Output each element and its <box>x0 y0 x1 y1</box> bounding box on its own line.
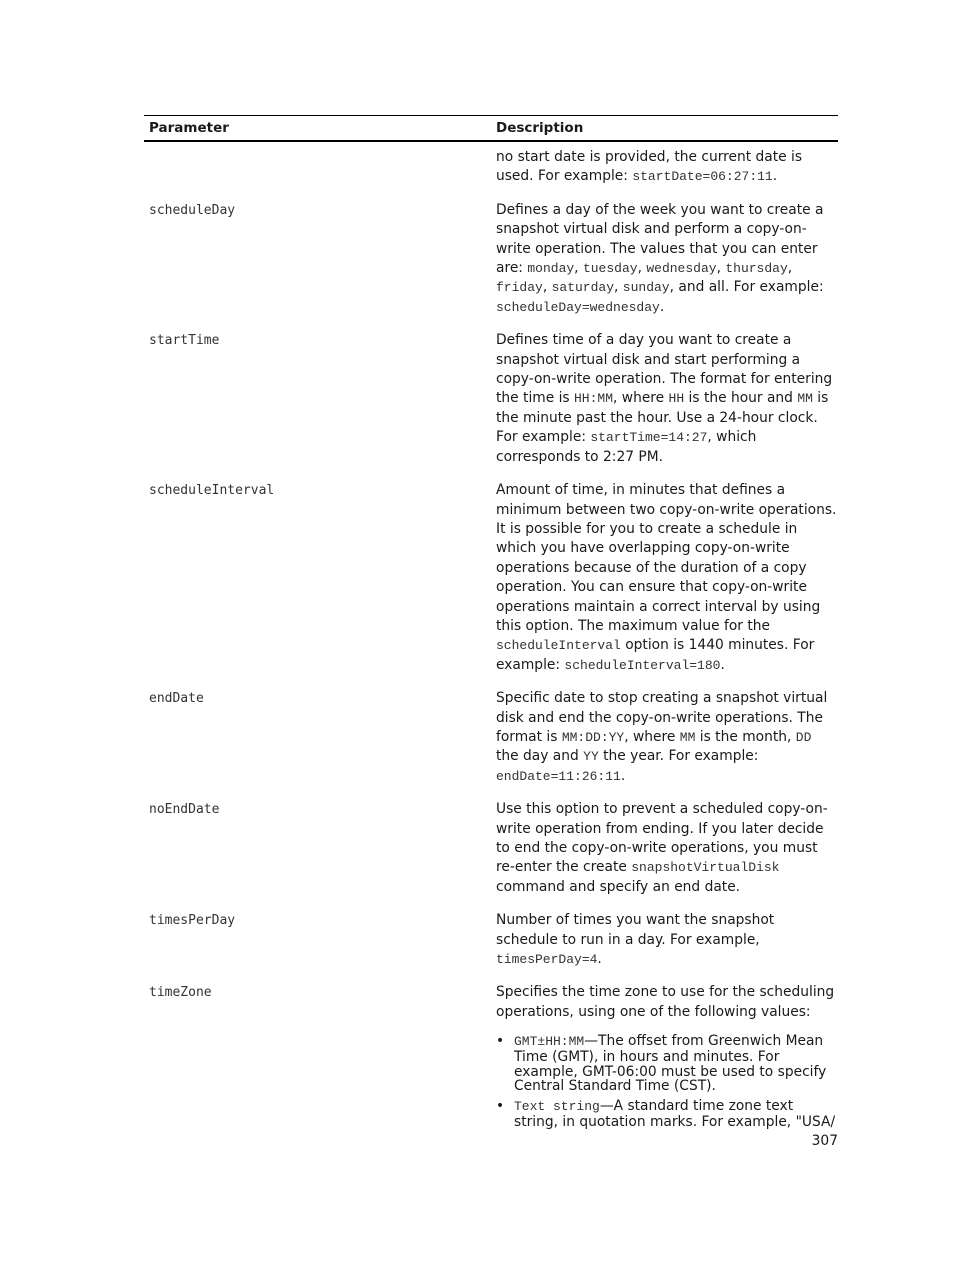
parameter-name: noEndDate <box>149 802 220 818</box>
code-literal: friday <box>496 280 543 296</box>
header-parameter: Parameter <box>149 120 229 136</box>
parameter-description <box>491 197 838 317</box>
code-literal: HH <box>668 391 685 407</box>
text-segment: . <box>720 656 725 673</box>
table-row <box>144 796 838 897</box>
parameter-description <box>491 144 838 187</box>
text-segment: , where <box>624 728 680 745</box>
description-text <box>496 331 838 467</box>
list-item <box>514 1034 838 1094</box>
code-literal: GMT±HH:MM <box>514 1034 585 1050</box>
code-literal: scheduleInterval <box>496 638 621 654</box>
code-literal: startDate=06:27:11 <box>632 169 773 185</box>
table-row <box>144 144 838 187</box>
code-literal: startTime=14:27 <box>590 430 708 446</box>
table-row <box>144 327 838 467</box>
parameter-name: endDate <box>149 691 204 707</box>
text-segment: —The offset from Greenwich Mean Time (GMT), in hours and minutes. For example, GMT-06:00 must be used to specify Central Standard Time (CST). <box>514 1033 827 1095</box>
parameter-description <box>491 796 838 897</box>
list-item <box>514 1099 838 1129</box>
code-literal: wednesday <box>646 261 717 277</box>
text-segment: . <box>597 951 602 968</box>
description-text <box>496 800 838 897</box>
table-row <box>144 907 838 969</box>
code-literal: scheduleInterval=180 <box>564 657 721 673</box>
text-segment: Number of times you want the snapshot schedule to run in a day. For example, <box>496 912 775 948</box>
code-literal: saturday <box>551 280 615 296</box>
code-literal: MM:DD:YY <box>561 729 625 745</box>
text-segment: is the month, <box>695 728 796 745</box>
page-number: 307 <box>811 1133 838 1149</box>
text-segment: . <box>772 168 778 185</box>
text-segment: . <box>620 767 626 784</box>
code-literal: MM <box>679 729 696 745</box>
description-text <box>496 481 838 675</box>
text-segment: , and all. For example: <box>669 279 824 296</box>
text-segment: command and specify an end date. <box>496 878 741 895</box>
text-segment: the year. For example: <box>598 748 759 765</box>
description-text <box>496 983 838 1022</box>
description-text <box>496 201 838 317</box>
text-segment: , <box>614 279 623 296</box>
text-segment: is the hour and <box>684 390 798 407</box>
table-body <box>144 144 838 1134</box>
text-segment: —A standard time zone text string, in quotation marks. For example, "USA/ <box>514 1098 836 1130</box>
parameter-name <box>144 144 491 187</box>
code-literal: timesPerDay=4 <box>496 952 598 968</box>
code-literal: endDate=11:26:11 <box>496 768 621 784</box>
text-segment: is the minute past the hour. Use a 24-hour clock. For example: <box>496 390 829 446</box>
text-segment: Defines time of a day you want to create a snapshot virtual disk and start performing a copy-on-write operation. The format for entering the time is <box>496 332 833 407</box>
table-row <box>144 477 838 675</box>
code-literal: MM <box>797 391 813 407</box>
text-segment: Specific date to stop creating a snapshot virtual disk and end the copy-on-write operations. The format is <box>496 690 828 745</box>
parameter-description <box>491 685 838 786</box>
description-text <box>496 689 838 786</box>
text-segment: Amount of time, in minutes that defines a minimum between two copy-on-write operations. It is possible for you to create a schedule in which you have overlapping copy-on-write operations because of the duration of a copy operation. You can ensure that copy-on-write operations maintain a correct interval by using this option. The maximum value for the <box>496 482 837 634</box>
header-description: Description <box>496 120 584 136</box>
parameter-description <box>491 327 838 467</box>
parameter-description <box>491 477 838 675</box>
code-literal: monday <box>527 261 575 277</box>
text-segment: , where <box>613 390 669 407</box>
code-literal: tuesday <box>582 261 638 277</box>
text-segment: . <box>659 298 665 315</box>
text-segment: , <box>716 260 726 277</box>
parameter-name: startTime <box>149 333 220 349</box>
parameter-name: timeZone <box>149 985 212 1001</box>
code-literal: YY <box>583 749 599 765</box>
parameter-table <box>144 115 838 1134</box>
parameter-name: scheduleDay <box>149 202 236 218</box>
table-header <box>144 115 838 142</box>
code-literal: Text string <box>514 1099 600 1115</box>
code-literal: sunday <box>622 280 670 296</box>
value-list <box>496 1034 838 1129</box>
code-literal: snapshotVirtualDisk <box>631 860 780 876</box>
text-segment: , which corresponds to 2:27 PM. <box>496 429 757 465</box>
text-segment: the day and <box>496 748 584 765</box>
text-segment: Use this option to prevent a scheduled copy-on-write operation from ending. If you later decide to end the copy-on-write operations, you must re-enter the create <box>496 801 828 876</box>
text-segment: option is 1440 minutes. For example: <box>496 637 815 673</box>
description-text <box>496 911 838 969</box>
code-literal: thursday <box>725 261 788 277</box>
code-literal: DD <box>795 729 812 745</box>
text-segment: , <box>637 260 647 277</box>
code-literal: scheduleDay=wednesday <box>496 299 660 315</box>
code-literal: HH:MM <box>574 391 614 407</box>
table-row <box>144 197 838 317</box>
table-row <box>144 979 838 1134</box>
parameter-name: scheduleInterval <box>149 483 275 499</box>
text-segment: Specifies the time zone to use for the scheduling operations, using one of the following values: <box>496 984 835 1020</box>
text-segment: Defines a day of the week you want to create a snapshot virtual disk and perform a copy-on-write operation. The values that you can enter are: <box>496 201 824 277</box>
table-row <box>144 685 838 786</box>
text-segment: no start date is provided, the current date is used. For example: <box>496 149 803 185</box>
text-segment: , <box>542 279 552 296</box>
text-segment: , <box>574 260 583 277</box>
parameter-description <box>491 979 838 1134</box>
parameter-name: timesPerDay <box>149 913 236 929</box>
text-segment: , <box>787 260 793 277</box>
description-text <box>496 148 838 187</box>
parameter-description <box>491 907 838 969</box>
